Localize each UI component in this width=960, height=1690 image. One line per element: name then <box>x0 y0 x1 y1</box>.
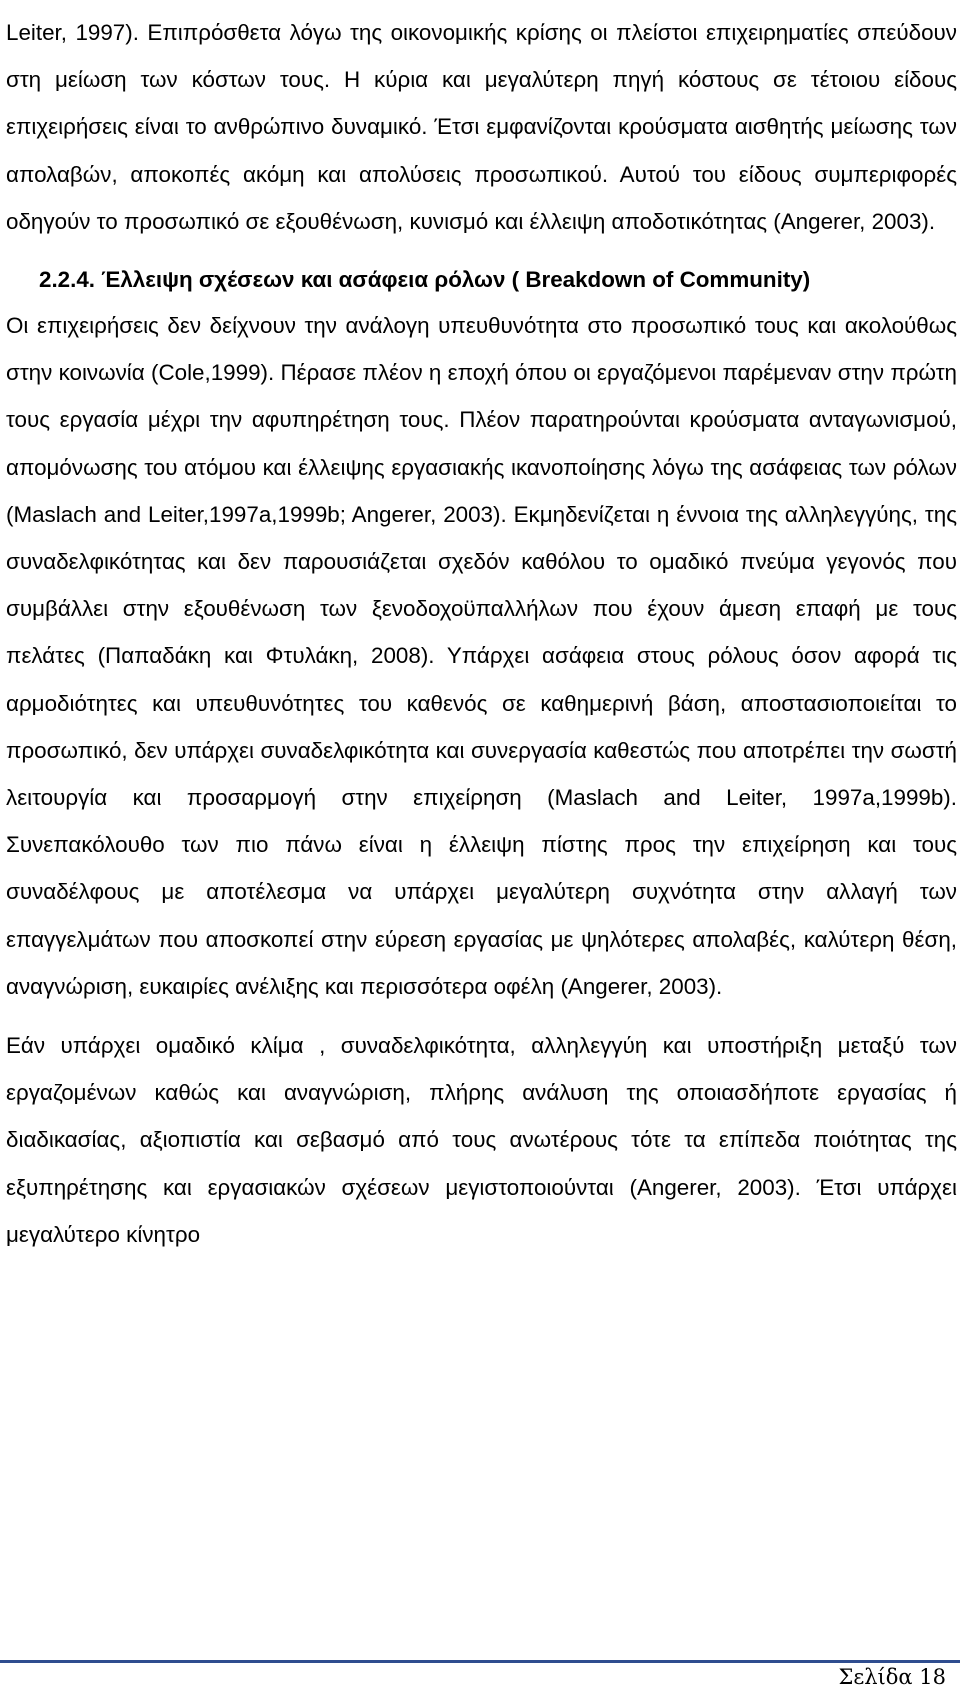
page-number: Σελίδα 18 <box>838 1665 946 1689</box>
paragraph-breakdown-of-community: Οι επιχειρήσεις δεν δείχνουν την ανάλογη υπευθυνότητα στο προσωπικό τους και ακολούθως στην κοινωνία (Cole,1999). Πέρασε πλέον η εποχή όπου οι εργαζόμενοι παρέμεναν στην πρώτη τους εργασία μέχρι την αφυπηρέτηση τους. Πλέον παρατηρούνται κρούσματα ανταγωνισμού, απομόνωσης του ατόμου και έλλειψης εργασιακής ικανοποίησης λόγω της ασάφειας των ρόλων (Maslach and Leiter,1997a,1999b; Angerer, 2003). Εκμηδενίζεται η έννοια της αλληλεγγύης, της συναδελφικότητας και δεν παρουσιάζεται σχεδόν καθόλου το ομαδικό πνεύμα γεγονός που συμβάλλει στην εξουθένωση των ξενοδοχοϋπαλλήλων που έχουν άμεση επαφή με τους πελάτες (Παπαδάκη και Φτυλάκη, 2008). Υπάρχει ασάφεια στους ρόλους όσον αφορά τις αρμοδιότητες και υπευθυνότητες του καθενός σε καθημερινή βάση, αποστασιοποιείται το προσωπικό, δεν υπάρχει συναδελφικότητα και συνεργασία καθεστώς που αποτρέπει την σωστή λειτουργία και προσαρμογή στην επιχείρηση (Maslach and Leiter, 1997a,1999b). Συνεπακόλουθο των πιο πάνω είναι η έλλειψη πίστης προς την επιχείρηση και τους συναδέλφους με αποτέλεσμα να υπάρχει μεγαλύτερη συχνότητα στην αλλαγή των επαγγελμάτων που αποσκοπεί στην εύρεση εργασίας με ψηλότερες απολαβές, καλύτερη θέση, αναγνώριση, ευκαιρίες ανέλιξης και περισσότερα οφέλη (Angerer, 2003). <box>6 313 957 999</box>
paragraph-team-climate: Εάν υπάρχει ομαδικό κλίμα , συναδελφικότητα, αλληλεγγύη και υποστήριξη μεταξύ των εργαζομένων καθώς και αναγνώριση, πλήρης ανάλυση της οποιασδήποτε εργασίας ή διαδικασίας, αξιοπιστία και σεβασμό από τους ανωτέρους τότε τα επίπεδα ποιότητας της εξυπηρέτησης και εργασιακών σχέσεων μεγιστοποιούνται (Angerer, 2003). Έτσι υπάρχει μεγαλύτερο κίνητρο <box>6 1033 957 1247</box>
document-page <box>6 9 957 1258</box>
section-heading: 2.2.4. Έλλειψη σχέσεων και ασάφεια ρόλων ( Breakdown of Community) <box>39 267 811 293</box>
footer-rule <box>0 1660 960 1663</box>
paragraph-continuation: Leiter, 1997). Επιπρόσθετα λόγω της οικονομικής κρίσης οι πλείστοι επιχειρηματίες σπεύδουν στη μείωση των κόστων τους. Η κύρια και μεγαλύτερη πηγή κόστους σε τέτοιου είδους επιχειρήσεις είναι το ανθρώπινο δυναμικό. Έτσι εμφανίζονται κρούσματα αισθητής μείωσης των απολαβών, αποκοπές ακόμη και απολύσεις προσωπικού. Αυτού του είδους συμπεριφορές οδηγούν το προσωπικό σε εξουθένωση, κυνισμό και έλλειψη αποδοτικότητας (Angerer, 2003). <box>6 20 957 234</box>
